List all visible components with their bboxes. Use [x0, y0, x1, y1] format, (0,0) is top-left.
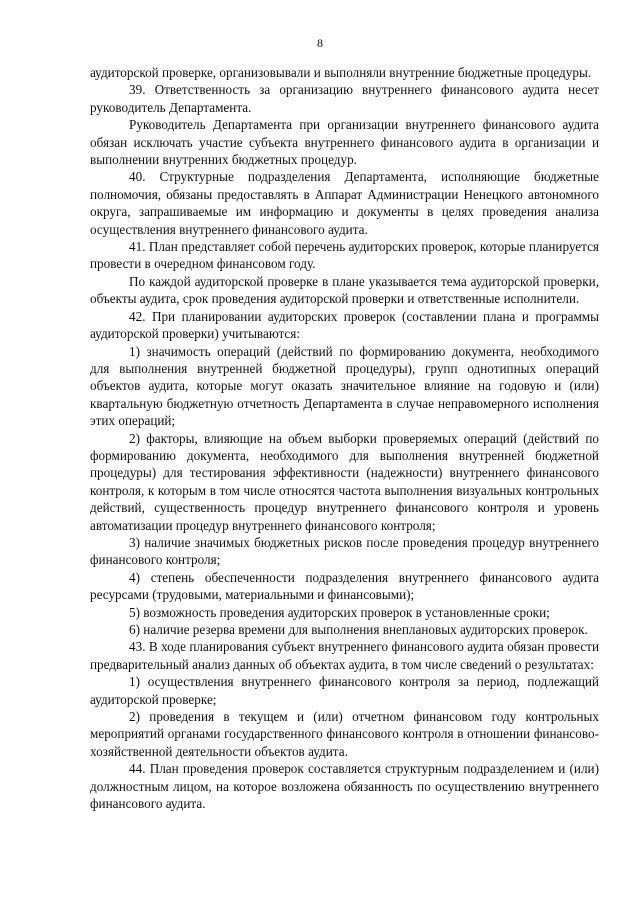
paragraph-44: 44. План проведения проверок составляется структурным подразделением и (или) должностным лицом, на которое возложена обязанность по осуществлению внутреннего финансового аудита. [90, 761, 599, 812]
paragraph-39-text: Руководитель Департамента при организации внутреннего финансового аудита обязан исключать участие субъекта внутреннего финансового аудита в организации и выполнении внутренних бюджетных процедур. [90, 117, 599, 168]
document-body [90, 64, 599, 812]
paragraph-continuation: аудиторской проверке, организовывали и выполняли внутренние бюджетные процедуры. [90, 65, 592, 80]
paragraph-42-item-2: 2) факторы, влияющие на объем выборки проверяемых операций (действий по формированию документа, необходимого для выполнения внутренней бюджетной процедуры) для тестирования эффективности (надежности) внутреннего финансового контроля, к которым в том числе относятся частота выполнения визуальных контрольных действий, существенность процедур внутреннего финансового контроля и уровень автоматизации процедур внутреннего финансового контроля; [90, 430, 599, 533]
paragraph-43-item-2: 2) проведения в текущем и (или) отчетном финансовом году контрольных мероприятий органами государственного финансового контроля в отношении финансово-хозяйственной деятельности объектов аудита. [90, 709, 599, 759]
page-number: 8 [317, 36, 323, 50]
paragraph-41-text: По каждой аудиторской проверке в плане указывается тема аудиторской проверки, объекты аудита, срок проведения аудиторской проверки и ответственные исполнители. [90, 273, 599, 307]
paragraph-43-item-1: 1) осуществления внутреннего финансового контроля за период, подлежащий аудиторской проверке; [90, 674, 599, 707]
paragraph-42-item-6: 6) наличие резерва времени для выполнения внеплановых аудиторских проверок. [129, 622, 588, 637]
paragraph-42-item-4: 4) степень обеспеченности подразделения внутреннего финансового аудита ресурсами (трудовыми, материальными и финансовыми); [90, 569, 599, 603]
paragraph-42-item-3: 3) наличие значимых бюджетных рисков после проведения процедур внутреннего финансового контроля; [90, 534, 599, 568]
paragraph-43: 43. В ходе планирования субъект внутреннего финансового аудита обязан провести предварительный анализ данных об объектах аудита, в том числе сведений о результатах: [90, 639, 599, 672]
paragraph-42-item-1: 1) значимость операций (действий по формированию документа, необходимого для выполнения внутренней бюджетной процедуры), групп однотипных операций объектов аудита, которые могут оказать значительное влияние на годовую и (или) квартальную бюджетную отчетность Департамента в случае неправомерного исполнения этих операций; [90, 343, 599, 429]
paragraph-40: 40. Структурные подразделения Департамента, исполняющие бюджетные полномочия, обязаны предоставлять в Аппарат Администрации Ненецкого автономного округа, запрашиваемые им информацию и документы в целях проведения анализа осуществления внутреннего финансового аудита. [90, 169, 599, 237]
paragraph-42-item-5: 5) возможность проведения аудиторских проверок в установленные сроки; [129, 604, 550, 620]
paragraph-42: 42. При планировании аудиторских проверок (составлении плана и программы аудиторской проверки) учитываются: [90, 308, 599, 342]
paragraph-39: 39. Ответственность за организацию внутреннего финансового аудита несет руководитель Департамента. [90, 82, 599, 115]
paragraph-41: 41. План представляет собой перечень аудиторских проверок, которые планируется провести в очередном финансовом году. [90, 239, 599, 272]
